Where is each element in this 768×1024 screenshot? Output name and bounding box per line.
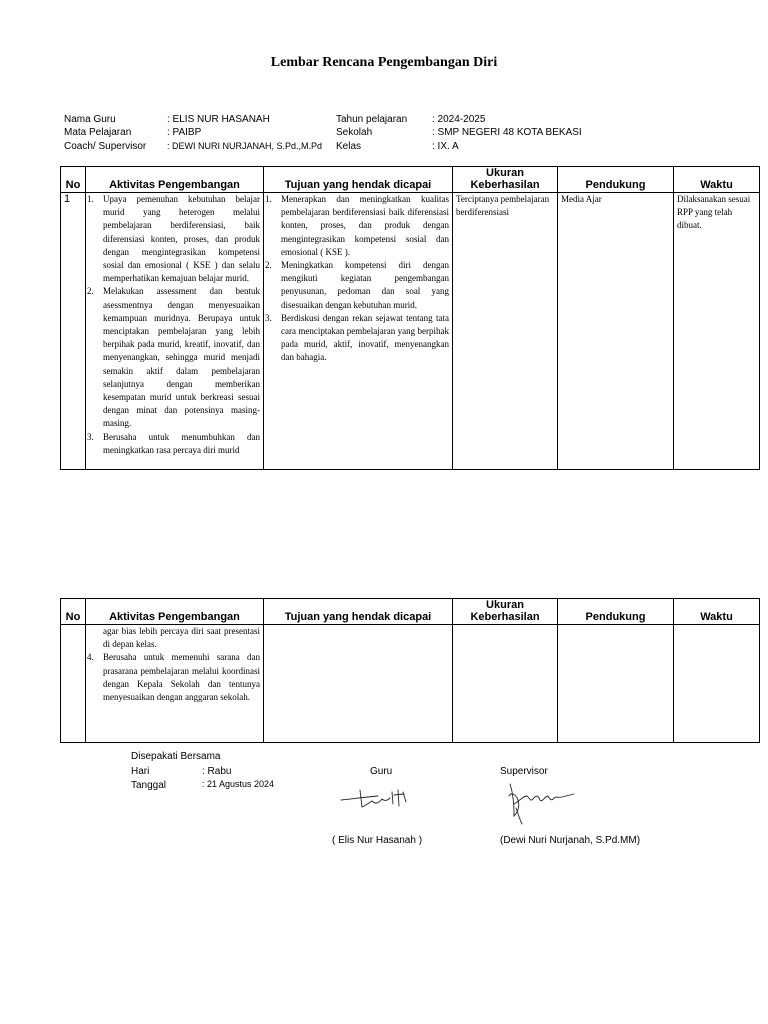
tanggal-label: Tanggal bbox=[131, 780, 167, 791]
ukuran-cell: Terciptanya pembelajaran berdiferensiasi bbox=[453, 193, 558, 470]
item-number: 1. bbox=[87, 194, 94, 204]
item-text: Melakukan assessment dan bentuk asessmentnya dengan menyesuaikan kemampuan muridnya. Berupaya untuk menciptakan pembelajaran yang lebih berpihak pada murid, kreatif, inovatif, dan menyenangkan, sehingga murid menjadi semakin aktif dalam pembelajaran selanjutnya dengan memberikan kesempatan murid untuk berkreasi sesuai dengan minat dan potensinya masing-masing. bbox=[103, 286, 260, 429]
waktu-cell: Dilaksanakan sesuai RPP yang telah dibuat. bbox=[674, 193, 760, 470]
tahun-label: Tahun pelajaran bbox=[336, 114, 408, 125]
header-ukuran: Ukuran Keberhasilan bbox=[453, 599, 558, 625]
tahun-value: : 2024-2025 bbox=[432, 114, 486, 125]
plan-table-1 bbox=[60, 166, 760, 470]
pendukung-cell bbox=[558, 625, 674, 743]
list-item bbox=[267, 312, 449, 365]
table-row bbox=[61, 625, 760, 743]
item-text: Meningkatkan kompetensi diri dengan mengikuti kegiatan pengembangan penyusunan, pedoman dan soal yang disesuaikan dengan kebutuhan murid. bbox=[281, 260, 449, 310]
header-waktu: Waktu bbox=[674, 167, 760, 193]
header-tujuan: Tujuan yang hendak dicapai bbox=[264, 599, 453, 625]
item-text: Upaya pemenuhan kebutuhan belajar murid yang heterogen melalui pembelajaran berdiferensiasi, baik diferensiasi konten, proses, dan produk dengan mengintegrasikan kompetensi sosial dan emosional ( KSE ) dan selalu memperhatikan kemajuan belajar murid. bbox=[103, 194, 260, 284]
header-no: No bbox=[61, 599, 86, 625]
header-pendukung: Pendukung bbox=[558, 167, 674, 193]
tujuan-cell bbox=[264, 193, 453, 470]
header-aktivitas: Aktivitas Pengembangan bbox=[86, 167, 264, 193]
list-item bbox=[89, 651, 260, 704]
item-number: 2. bbox=[265, 260, 272, 271]
item-text: Menerapkan dan meningkatkan kualitas pembelajaran berdiferensiasi baik diferensiasi konten, proses, dan produk dengan mengintegrasikan kompetensi sosial dan emosional ( KSE ). bbox=[281, 194, 449, 257]
guru-label: Guru bbox=[370, 766, 393, 777]
nama-guru-value: : ELIS NUR HASANAH bbox=[167, 114, 270, 125]
coach-label: Coach/ Supervisor bbox=[64, 141, 147, 152]
mapel-value: : PAIBP bbox=[167, 127, 202, 138]
aktivitas-list bbox=[89, 193, 260, 457]
hari-label: Hari bbox=[131, 766, 150, 777]
item-text: Berdiskusi dengan rekan sejawat tentang tata cara menciptakan pembelajaran yang berpihak pada murid, aktif, inovatif, menyenangkan dan bahagia. bbox=[281, 312, 449, 363]
header-tujuan: Tujuan yang hendak dicapai bbox=[264, 167, 453, 193]
sekolah-label: Sekolah bbox=[336, 127, 373, 138]
item-text: Berusaha untuk memenuhi sarana dan prasarana pembelajaran melalui koordinasi dengan Kepala Sekolah dan tentunya menyesuaikan dengan anggaran sekolah. bbox=[103, 652, 260, 703]
plan-table-2 bbox=[60, 598, 760, 743]
tanggal-value: : 21 Agustus 2024 bbox=[202, 779, 275, 789]
aktivitas-cell bbox=[86, 193, 264, 470]
aktivitas-list bbox=[89, 651, 260, 704]
page-title: Lembar Rencana Pengembangan Diri bbox=[270, 55, 498, 70]
ukuran-cell bbox=[453, 625, 558, 743]
guru-signature-icon bbox=[338, 784, 414, 814]
header-ukuran: Ukuran Keberhasilan bbox=[453, 167, 558, 193]
sekolah-value: : SMP NEGERI 48 KOTA BEKASI bbox=[432, 127, 582, 138]
table-header-row bbox=[61, 599, 760, 625]
nama-guru-label: Nama Guru bbox=[64, 114, 116, 125]
list-item bbox=[267, 193, 449, 259]
item-number: 4. bbox=[87, 652, 94, 663]
waktu-cell bbox=[674, 625, 760, 743]
mapel-label: Mata Pelajaran bbox=[64, 127, 132, 138]
table-row bbox=[61, 193, 760, 470]
list-item bbox=[267, 259, 449, 312]
kelas-label: Kelas bbox=[336, 141, 362, 152]
item-text: Berusaha untuk menumbuhkan dan meningkatkan rasa percaya diri murid bbox=[103, 431, 260, 455]
aktivitas-cell bbox=[86, 625, 264, 743]
list-item bbox=[89, 431, 260, 457]
hari-value: : Rabu bbox=[202, 766, 232, 777]
aktivitas-continued: agar bias lebih percaya diri saat presentasi di depan kelas. bbox=[103, 626, 260, 650]
header-pendukung: Pendukung bbox=[558, 599, 674, 625]
agreement-label: Disepakati Bersama bbox=[131, 751, 221, 762]
header-aktivitas: Aktivitas Pengembangan bbox=[86, 599, 264, 625]
kelas-value: : IX. A bbox=[432, 141, 459, 152]
header-no: No bbox=[61, 167, 86, 193]
tujuan-cell bbox=[264, 625, 453, 743]
coach-value: : DEWI NURI NURJANAH, S.Pd.,M.Pd bbox=[167, 141, 323, 151]
list-item bbox=[89, 193, 260, 285]
row-number: 1 bbox=[61, 193, 86, 470]
item-number: 2. bbox=[87, 286, 94, 297]
supervisor-name: (Dewi Nuri Nurjanah, S.Pd.MM) bbox=[500, 835, 641, 846]
tujuan-list bbox=[267, 193, 449, 365]
item-number: 3. bbox=[87, 431, 94, 442]
list-item bbox=[89, 285, 260, 430]
table-header-row bbox=[61, 167, 760, 193]
row-number bbox=[61, 625, 86, 743]
header-waktu: Waktu bbox=[674, 599, 760, 625]
item-number: 3. bbox=[265, 312, 272, 323]
pendukung-cell: Media Ajar bbox=[558, 193, 674, 470]
supervisor-signature-icon bbox=[504, 778, 580, 832]
item-number: 1. bbox=[265, 194, 272, 204]
guru-name: ( Elis Nur Hasanah ) bbox=[332, 835, 423, 846]
supervisor-label: Supervisor bbox=[500, 766, 548, 777]
